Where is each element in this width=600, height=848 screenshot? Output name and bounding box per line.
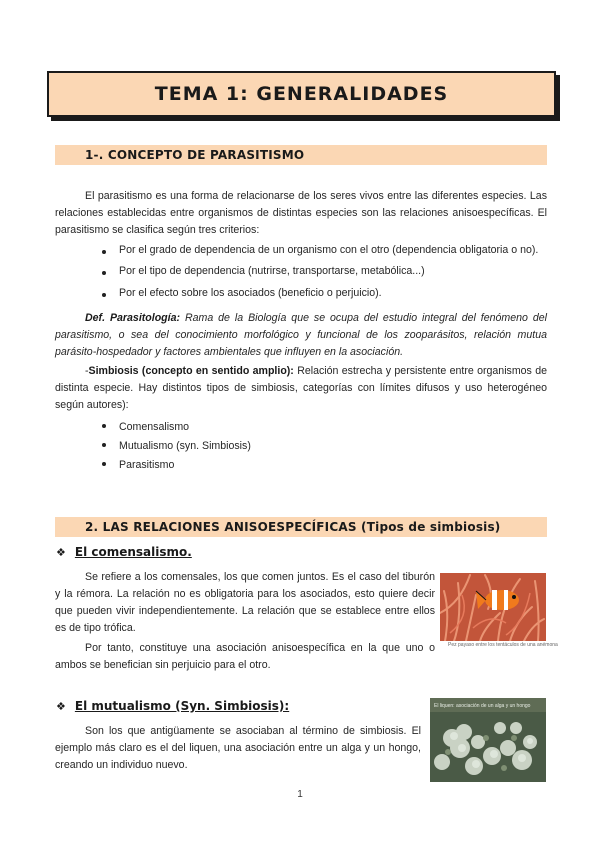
page-title: TEMA 1: GENERALIDADES	[154, 83, 449, 105]
simbiosis-text: Relación estrecha y persistente entre organismos de distinta especie. Hay distintos tipos de simbiosis, categorías con límites difusos y uso heterogéneo según autores):	[55, 365, 547, 411]
definition-label: Def. Parasitología:	[85, 312, 181, 324]
lichen-image-label: El liquen: asociación de un alga y un hongo	[434, 703, 531, 709]
mutualismo-heading	[56, 699, 289, 713]
title-box	[47, 71, 556, 117]
list-item: Mutualismo (syn. Simbiosis)	[100, 437, 251, 456]
list-item: Parasitismo	[100, 456, 251, 475]
criteria-list	[100, 244, 538, 299]
section-heading-1-label: 1-. CONCEPTO DE PARASITISMO	[85, 148, 305, 162]
mutualismo-paragraph: Son los que antigüamente se asociaban al término de simbiosis. El ejemplo más claro es el del liquen, una asociación entre un alga y un hongo, creando un individuo nuevo.	[55, 725, 421, 771]
definition-paragraph	[55, 310, 547, 361]
page-number: 1	[297, 789, 303, 800]
list-item: Por el tipo de dependencia (nutrirse, transportarse, metabólica...)	[100, 265, 538, 277]
lichen-image	[430, 698, 546, 782]
simbiosis-prefix: -	[85, 365, 89, 377]
list-item: Por el grado de dependencia de un organismo con el otro (dependencia obligatoria o no).	[100, 244, 538, 256]
list-item: Comensalismo	[100, 418, 251, 437]
comensalismo-heading	[56, 545, 192, 559]
section-heading-2	[55, 517, 547, 537]
simbiosis-label: Simbiosis (concepto en sentido amplio):	[88, 365, 294, 377]
comensalismo-paragraph-1: Se refiere a los comensales, los que comen juntos. Es el caso del tiburón y la rémora. La relación no es obligatoria para los asociados, esto quiere decir que pueden vivir independientemente. La relación que se establece entre ellos es de tipo trófica.	[55, 571, 435, 634]
definition-text: Rama de la Biología que se ocupa del estudio integral del fenómeno del parasitismo, o sea del conocimiento morfológico y funcional de los zooparásitos, relación mutua parásito-hospedador y factores ambientales que influyen en la asociación.	[55, 312, 547, 358]
intro-paragraph: El parasitismo es una forma de relacionarse de los seres vivos entre las diferentes especies. Las relaciones establecidas entre organismos de distintas especies son las relaciones anisoespecíficas. El parasitismo se clasifica según tres criterios:	[55, 190, 547, 236]
comensalismo-paragraph-2: Por tanto, constituye una asociación anisoespecífica en la que uno o ambos se benefician sin perjuicio para el otro.	[55, 642, 435, 671]
section-heading-2-label: 2. LAS RELACIONES ANISOESPECÍFICAS (Tipos de simbiosis)	[85, 520, 501, 534]
clownfish-caption: Pez payaso entre los tentáculos de una anémona	[448, 642, 558, 648]
simbiosis-paragraph	[55, 363, 547, 414]
list-item: Por el efecto sobre los asociados (beneficio o perjuicio).	[100, 287, 538, 299]
clownfish-anemone-image	[440, 573, 546, 641]
diamond-bullet-icon: ❖	[56, 545, 66, 559]
comensalismo-title: El comensalismo.	[74, 545, 192, 559]
diamond-bullet-icon: ❖	[56, 699, 66, 713]
section-heading-1	[55, 145, 547, 165]
simbiosis-types-list	[100, 418, 251, 475]
mutualismo-title: El mutualismo (Syn. Simbiosis):	[74, 699, 290, 713]
